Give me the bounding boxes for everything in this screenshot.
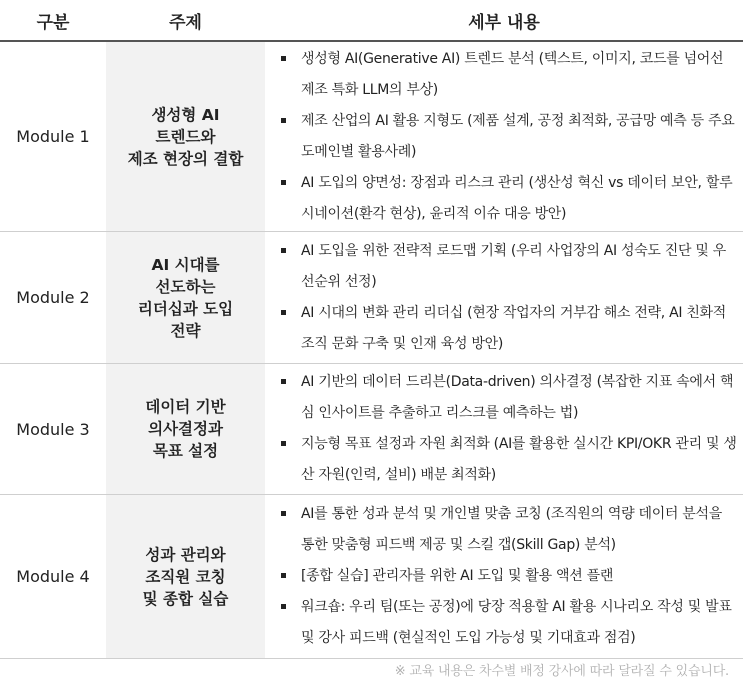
details-cell [265,232,743,364]
detail-item [279,44,739,106]
footnote: ※ 교육 내용은 차수별 배정 강사에 따라 달라질 수 있습니다. [394,664,729,679]
square-bullet-icon [281,248,286,253]
detail-list [279,367,739,491]
topic-line: 트렌드와 [155,127,216,146]
topic-cell [106,41,265,232]
detail-item [279,561,739,592]
square-bullet-icon [281,604,286,609]
topic-line: 리더십과 도입 [137,299,234,318]
detail-item [279,298,739,360]
table-header [0,0,743,41]
detail-text: AI 도입을 위한 전략적 로드맵 기획 (우리 사업장의 AI 성숙도 진단 및 우선순위 선정) [301,242,726,290]
detail-text: AI 시대의 변화 관리 리더십 (현장 작업자의 거부감 해소 전략, AI 친화적 조직 문화 구축 및 인재 육성 방안) [301,304,726,352]
detail-item [279,236,739,298]
topic-cell [106,232,265,364]
topic-line: 목표 설정 [152,442,219,460]
detail-list [279,236,739,360]
detail-text: 생성형 AI(Generative AI) 트렌드 분석 (텍스트, 이미지, 코드를 넘어선 제조 특화 LLM의 부상) [301,50,724,98]
detail-text: [종합 실습] 관리자를 위한 AI 도입 및 활용 액션 플랜 [301,568,614,584]
detail-text: 지능형 목표 설정과 자원 최적화 (AI를 활용한 실시간 KPI/OKR 관리 및 생산 자원(인력, 설비) 배분 최적화) [301,436,737,483]
header-category: 구분 [0,0,106,41]
detail-text: AI 도입의 양면성: 장점과 리스크 관리 (생산성 혁신 vs 데이터 보안, 할루시네이션(환각 현상), 윤리적 이슈 대응 방안) [301,174,733,222]
square-bullet-icon [281,379,286,384]
topic-line: 및 종합 실습 [142,589,229,608]
topic-cell [106,364,265,495]
header-topic: 주제 [106,0,265,41]
detail-item [279,367,739,429]
square-bullet-icon [281,511,286,516]
detail-item [279,499,739,561]
topic-line: 생성형 AI [151,105,220,124]
detail-text: 워크숍: 우리 팀(또는 공정)에 당장 적용할 AI 활용 시나리오 작성 및 발표 및 강사 피드백 (현실적인 도입 가능성 및 기대효과 점검) [301,599,732,646]
detail-text: AI를 통한 성과 분석 및 개인별 맞춤 코칭 (조직원의 역량 데이터 분석을 통한 맞춤형 피드백 제공 및 스킬 갭(Skill Gap) 분석) [301,506,722,553]
square-bullet-icon [281,118,286,123]
topic-line: 제조 현장의 결합 [127,149,244,168]
detail-text: AI 기반의 데이터 드리븐(Data-driven) 의사결정 (복잡한 지표 속에서 핵심 인사이트를 추출하고 리스크를 예측하는 법) [301,374,734,421]
detail-item [279,592,739,654]
topic-line: 의사결정과 [148,420,223,438]
topic-line: AI 시대를 [151,255,220,274]
details-cell [265,41,743,232]
square-bullet-icon [281,310,286,315]
square-bullet-icon [281,56,286,61]
topic-line: 전략 [170,321,201,340]
detail-item [279,106,739,168]
square-bullet-icon [281,573,286,578]
detail-list [279,499,739,654]
detail-item [279,429,739,491]
square-bullet-icon [281,441,286,446]
table-row [0,41,743,232]
topic-line: 성과 관리와 [145,545,226,564]
table-row [0,495,743,659]
header-details: 세부 내용 [265,0,743,41]
topic-line: 조직원 코칭 [145,567,226,586]
detail-text: 제조 산업의 AI 활용 지형도 (제품 설계, 공정 최적화, 공급망 예측 등 주요 도메인별 활용사례) [301,112,735,160]
module-label: Module 3 [0,364,106,495]
module-label: Module 1 [0,41,106,232]
topic-line: 데이터 기반 [145,398,226,416]
details-cell [265,364,743,495]
module-label: Module 4 [0,495,106,659]
detail-list [279,44,739,230]
topic-cell [106,495,265,659]
square-bullet-icon [281,180,286,185]
topic-line: 선도하는 [155,277,216,296]
module-label: Module 2 [0,232,106,364]
detail-item [279,168,739,230]
table-row [0,232,743,364]
table-row [0,364,743,495]
details-cell [265,495,743,659]
